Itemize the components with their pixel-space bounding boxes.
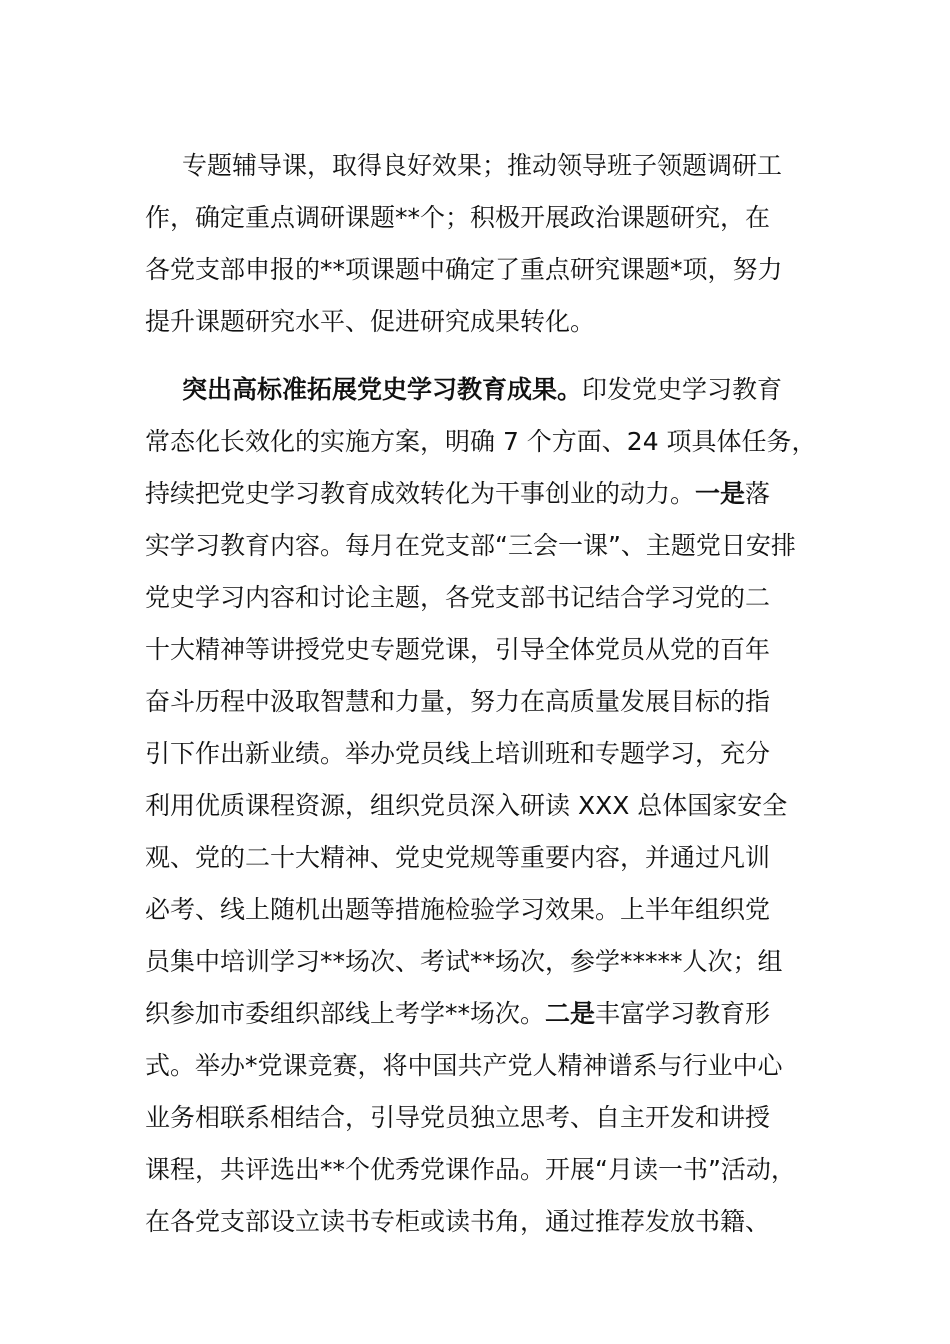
paragraph-line: 利用优质课程资源，组织党员深入研读 XXX 总体国家安全 [145, 791, 788, 820]
paragraph-line: 常态化长效化的实施方案，明确 7 个方面、24 项具体任务， [145, 427, 817, 456]
point-label: 一是 [695, 479, 746, 508]
paragraph-line: 奋斗历程中汲取智慧和力量，努力在高质量发展目标的指 [145, 687, 771, 716]
paragraph-line [145, 994, 770, 1034]
paragraph-line: 十大精神等讲授党史专题党课，引导全体党员从党的百年 [145, 635, 771, 664]
paragraph-line: 业务相联系相结合，引导党员独立思考、自主开发和讲授 [145, 1103, 771, 1132]
paragraph-line: 专题辅导课，取得良好效果；推动领导班子领题调研工 [182, 151, 783, 180]
paragraph-text: 印发党史学习教育 [582, 375, 783, 404]
paragraph-line: 观、党的二十大精神、党史党规等重要内容，并通过凡训 [145, 843, 771, 872]
paragraph-text: 丰富学习教育形 [595, 999, 771, 1028]
paragraph-line: 式。举办*党课竞赛，将中国共产党人精神谱系与行业中心 [145, 1051, 783, 1080]
paragraph-text: 落 [745, 479, 771, 508]
section-heading: 突出高标准拓展党史学习教育成果。 [182, 375, 583, 404]
paragraph-line: 作，确定重点调研课题**个；积极开展政治课题研究，在 [145, 203, 771, 232]
paragraph-text: 持续把党史学习教育成效转化为干事创业的动力。 [145, 479, 696, 508]
paragraph-line [182, 370, 782, 410]
paragraph-line: 各党支部申报的**项课题中确定了重点研究课题*项，努力 [145, 255, 783, 284]
paragraph-line: 党史学习内容和讨论主题，各党支部书记结合学习党的二 [145, 583, 771, 612]
paragraph-line: 在各党支部设立读书专柜或读书角，通过推荐发放书籍、 [145, 1207, 771, 1236]
paragraph-line: 员集中培训学习**场次、考试**场次，参学*****人次；组 [145, 947, 783, 976]
paragraph-line: 课程，共评选出**个优秀党课作品。开展“月读一书”活动， [145, 1155, 796, 1184]
paragraph-line: 提升课题研究水平、促进研究成果转化。 [145, 307, 596, 336]
paragraph-line [145, 474, 770, 514]
paragraph-text: 织参加市委组织部线上考学**场次。 [145, 999, 546, 1028]
paragraph-line: 必考、线上随机出题等措施检验学习效果。上半年组织党 [145, 895, 771, 924]
paragraph-line: 引下作出新业绩。举办党员线上培训班和专题学习，充分 [145, 739, 771, 768]
paragraph-line: 实学习教育内容。每月在党支部“三会一课”、主题党日安排 [145, 531, 796, 560]
point-label: 二是 [545, 999, 596, 1028]
